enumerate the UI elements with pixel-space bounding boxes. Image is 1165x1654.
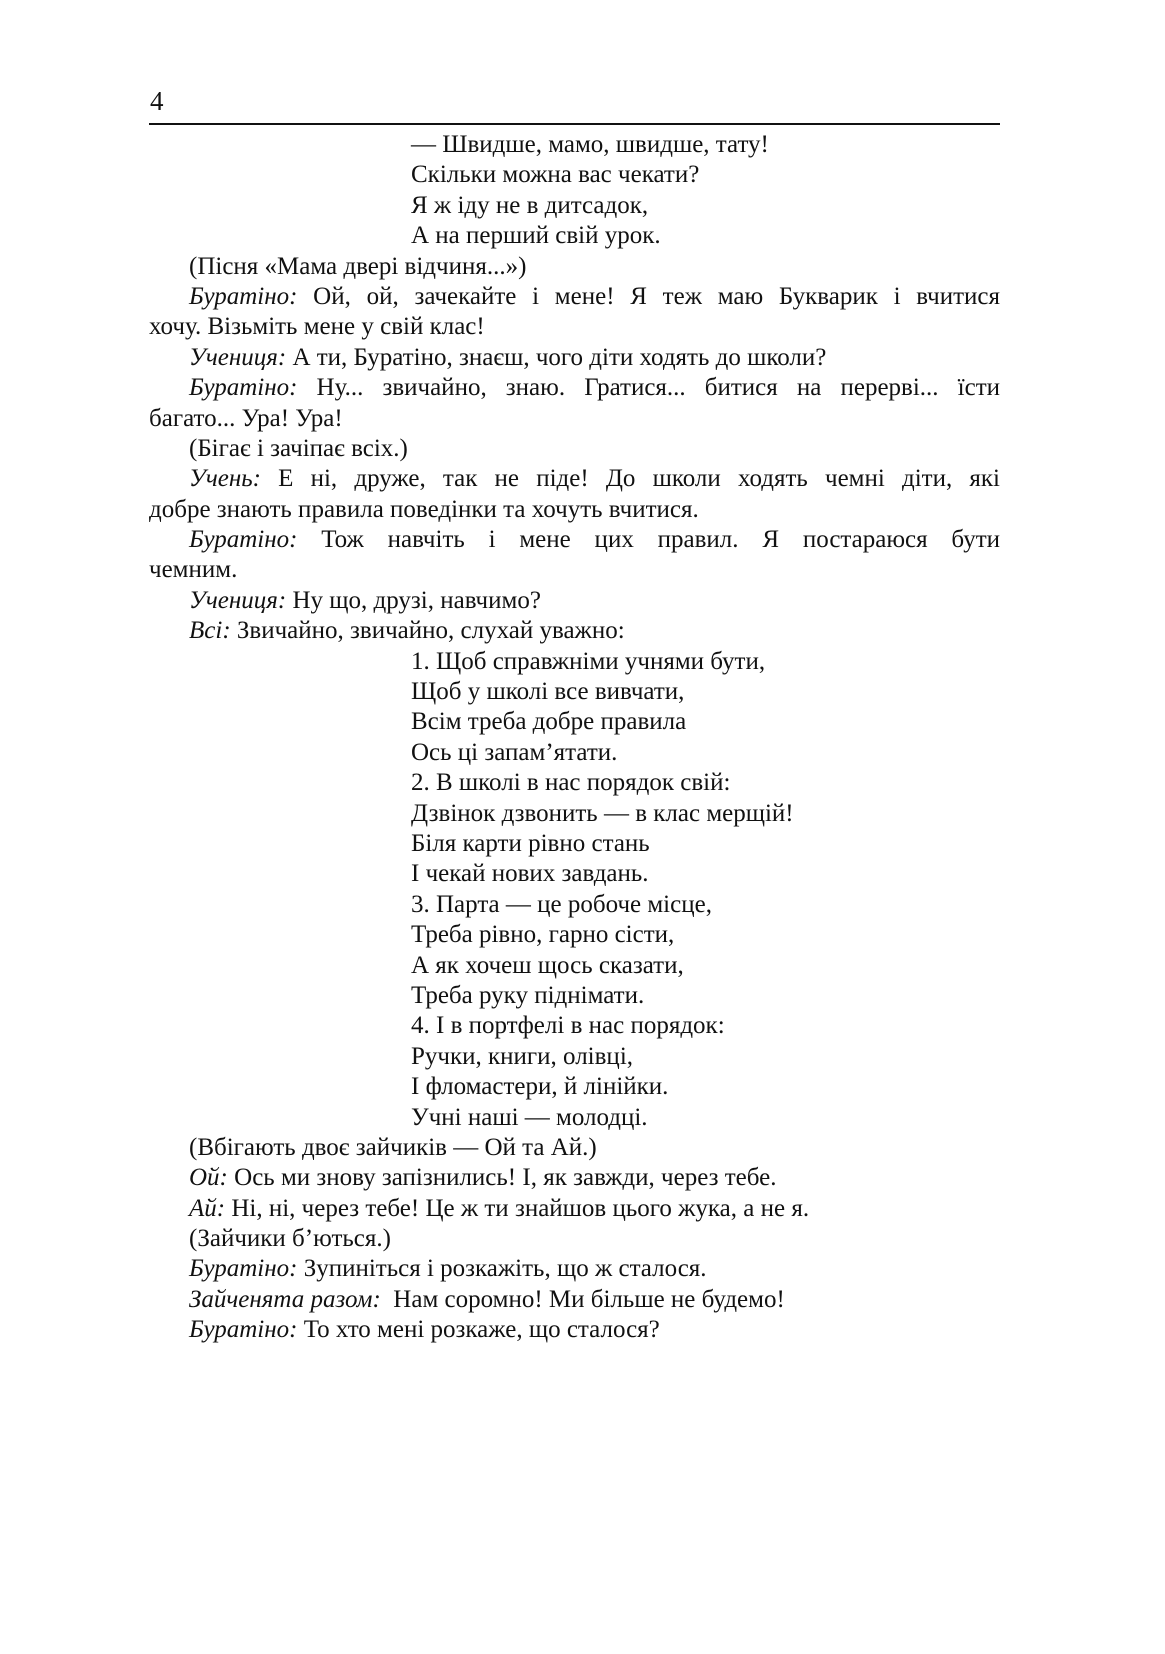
dialogue-line [149,586,1000,616]
speaker: Зайченята разом: [189,1285,381,1313]
dialogue-line [149,1254,1000,1284]
dialogue-section-2 [149,1133,1000,1346]
speech: Тож навчіть і мене цих правил. Я постараюся бути [297,526,1000,554]
speech: Ой, ой, зачекайте і мене! Я теж маю Букварик і вчитися [297,282,1000,310]
verse-intro [149,130,1000,252]
speech: Ну що, друзі, навчимо? [286,586,541,614]
verse-line: Я ж іду не в дитсадок, [411,191,649,219]
speech: Ну... звичайно, знаю. Гратися... битися на перерві... їсти [297,374,1000,402]
speech: Ні, ні, через тебе! Це ж ти знайшов цього жука, а не я. [225,1194,810,1222]
speaker: Ай: [189,1194,226,1222]
dialogue-line [149,464,1000,494]
verse-line: — Швидше, мамо, швидше, тату! [411,131,769,158]
dialogue-continuation: хочу. Візьміть мене у свій клас! [149,313,485,341]
verse-line: Треба рівно, гарно сісти, [411,921,675,949]
speaker: Учениця: [189,586,287,614]
dialogue-line [149,282,1000,312]
speaker: Учениця: [189,343,287,371]
speaker: Буратіно: [189,282,298,310]
speech: Зупиніться і розкажіть, що ж сталося. [297,1255,707,1283]
verse-line: 2. В школі в нас порядок свій: [411,769,731,797]
dialogue-section-1 [149,252,1000,647]
dialogue-line [149,373,1000,403]
verse-line: А як хочеш щось сказати, [411,951,684,979]
verse-line: Щоб у школі все вивчати, [411,678,685,706]
page-body [149,130,1000,1346]
verse-line: 3. Парта — це робоче місце, [411,890,712,918]
verse-line: 1. Щоб справжніми учнями бути, [411,647,766,675]
verse-line: Треба руку піднімати. [411,981,645,1009]
speaker: Буратіно: [189,526,298,554]
header-rule [149,123,1000,125]
verse-line: І фломастери, й лінійки. [411,1073,669,1101]
dialogue-line [149,343,1000,373]
verse-line: А на перший свій урок. [411,222,661,250]
speaker: Учень: [189,465,261,493]
verse-line: Ручки, книги, олівці, [411,1042,634,1070]
stage-direction: (Пісня «Мама двері відчиня...») [189,252,527,280]
dialogue-line [149,1194,1000,1224]
verse-line: Всім треба добре правила [411,708,687,736]
dialogue-continuation: багато... Ура! Ура! [149,404,343,432]
speech: То хто мені розкаже, що сталося? [297,1316,660,1344]
dialogue-line [149,1285,1000,1315]
dialogue-line [149,616,1000,646]
dialogue-line [149,525,1000,555]
verse-line: Учні наші — молодці. [411,1103,648,1131]
speech: Звичайно, звичайно, слухай уважно: [230,617,625,645]
verse-line: 4. І в портфелі в нас порядок: [411,1012,725,1040]
speaker: Ой: [189,1164,228,1192]
verse-line: Скільки можна вас чекати? [411,161,700,189]
dialogue-line [149,1315,1000,1345]
speech: А ти, Буратіно, знаєш, чого діти ходять до школи? [286,343,827,371]
speaker: Всі: [189,617,231,645]
dialogue-continuation: чемним. [149,556,238,584]
speaker: Буратіно: [189,1255,298,1283]
verse-line: Дзвінок дзвонить — в клас мерщій! [411,799,794,827]
verse-line: І чекай нових завдань. [411,860,649,888]
dialogue-line [149,1163,1000,1193]
stage-direction: (Вбігають двоє зайчиків — Ой та Ай.) [189,1133,597,1161]
verse-line: Біля карти рівно стань [411,829,650,857]
page-number: 4 [150,86,164,116]
stage-direction: (Зайчики б’ються.) [189,1225,391,1253]
speech: Нам соромно! Ми більше не будемо! [380,1285,785,1313]
stage-direction: (Бігає і зачіпає всіх.) [189,434,408,462]
speaker: Буратіно: [189,374,298,402]
verse-line: Ось ці запам’ятати. [411,738,618,766]
speaker: Буратіно: [189,1316,298,1344]
speech: Ось ми знову запізнились! І, як завжди, через тебе. [227,1164,777,1192]
dialogue-continuation: добре знають правила поведінки та хочуть вчитися. [149,495,699,523]
verse-rules [149,647,1000,1133]
speech: Е ні, друже, так не піде! До школи ходять чемні діти, які [260,465,1000,493]
